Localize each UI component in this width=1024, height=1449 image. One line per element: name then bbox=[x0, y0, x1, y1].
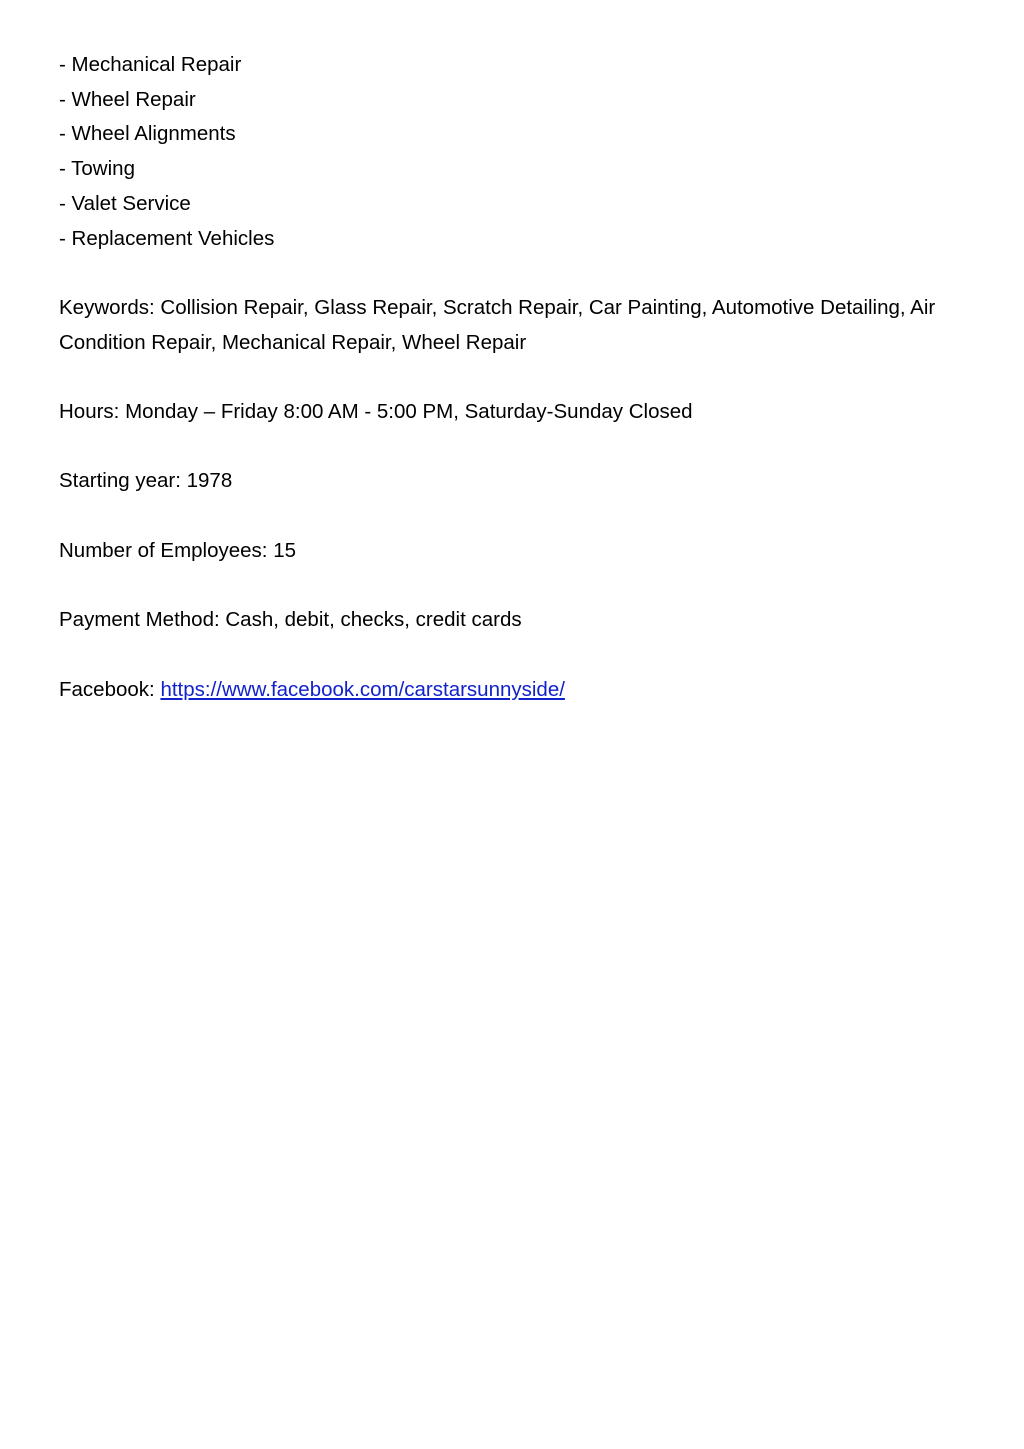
services-list bbox=[59, 48, 979, 256]
keywords-paragraph bbox=[59, 291, 979, 360]
payment-paragraph bbox=[59, 603, 979, 638]
facebook-link[interactable]: https://www.facebook.com/carstarsunnyside/ bbox=[160, 677, 565, 701]
service-item: - Valet Service bbox=[59, 191, 191, 215]
service-item: - Wheel Alignments bbox=[59, 122, 236, 146]
starting-year-paragraph bbox=[59, 464, 979, 499]
document-page bbox=[59, 48, 979, 707]
service-item: - Towing bbox=[59, 157, 135, 181]
hours-label: Hours: bbox=[59, 400, 120, 423]
service-item: - Mechanical Repair bbox=[59, 53, 242, 76]
employees-label: Number of Employees: bbox=[59, 538, 268, 562]
starting-year-label: Starting year: bbox=[59, 469, 181, 493]
service-item: - Wheel Repair bbox=[59, 87, 196, 111]
facebook-label: Facebook: bbox=[59, 677, 155, 701]
employees-value: 15 bbox=[273, 538, 297, 562]
employees-paragraph bbox=[59, 534, 979, 569]
keywords-value: Collision Repair, Glass Repair, Scratch Repair, Car Painting, Automotive Detailing, Air Condition Repair, Mechanical Repair, Wheel Repair bbox=[59, 295, 936, 354]
hours-paragraph bbox=[59, 395, 979, 430]
starting-year-value: 1978 bbox=[186, 469, 233, 493]
keywords-label: Keywords: bbox=[59, 295, 155, 319]
payment-value: Cash, debit, checks, credit cards bbox=[225, 608, 522, 632]
hours-value: Monday – Friday 8:00 AM - 5:00 PM, Saturday-Sunday Closed bbox=[125, 400, 693, 423]
payment-label: Payment Method: bbox=[59, 608, 220, 632]
facebook-paragraph bbox=[59, 673, 979, 708]
service-item: - Replacement Vehicles bbox=[59, 226, 275, 250]
